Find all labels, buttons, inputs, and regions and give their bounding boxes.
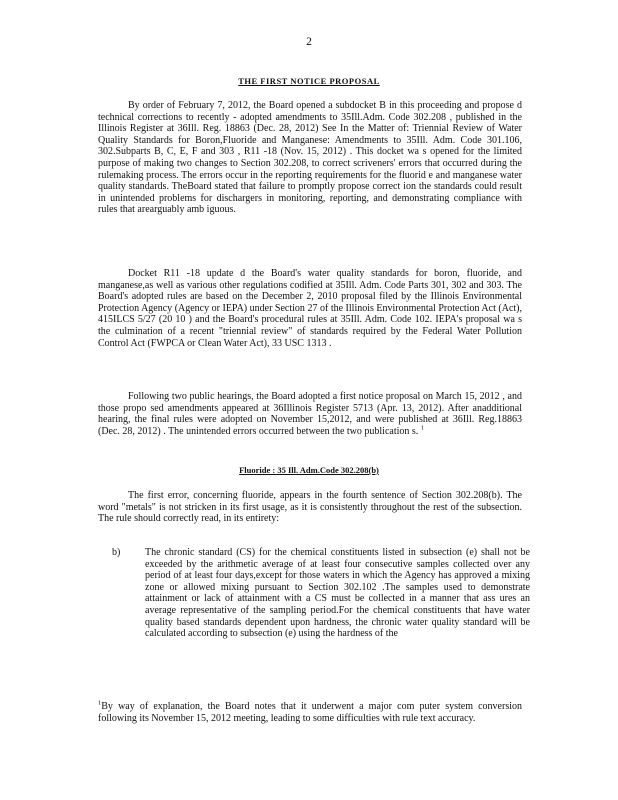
page-number: 2 [306, 36, 312, 48]
paragraph-3-text: Following two public hearings, the Board adopted a first notice proposal on March 15, 2012 , and those propo sed amendments appeared at 36Illinois Register 5713 (Apr. 13, 2012). After anadditional hearing, the final rules were adopted on November 15,2012, and were published at 36Ill. Reg.18863 (Dec. 28, 2012) . The unintended errors occurred between the two publication s. [98, 391, 522, 437]
paragraph-1: By order of February 7, 2012, the Board opened a subdocket B in this proceeding and propose d technical corrections to recently - adopted amendments to 35Ill.Adm. Code 302.208 , published in the Illinois Register at 36Ill. Reg. 18863 (Dec. 28, 2012) See In the Matter of: Triennial Review of Water Quality Standards for Boron,Fluoride and Manganese: Amendments to 35Ill. Adm. Code 301.106, 302.Subparts B, C, E, F and 303 , R11 -18 (Nov. 15, 2012) . This docket wa s opened for the limited purpose of making two changes to Section 302.208, to correct scriveners' errors that occurred during the rulemaking process. The errors occur in the reporting requirements for the fluorid e and manganese water quality standards. TheBoard stated that failure to promptly propose correct ion the standards could result in unintended problems for dischargers in monitoring, reporting, and demonstrating compliance with rules that arearguably amb iguous. [98, 100, 522, 216]
subheading-fluoride [0, 465, 618, 475]
section-title [0, 76, 618, 86]
section-title-text: THE FIRST NOTICE PROPOSAL [238, 76, 380, 86]
subheading-text: Fluoride : 35 Ill. Adm.Code 302.208(b) [239, 465, 379, 475]
rule-label: b) [112, 547, 121, 558]
footnote-marker: 1 [98, 699, 102, 707]
rule-text: The chronic standard (CS) for the chemical constituents listed in subsection (e) shall not be exceeded by the arithmetic average of at least four consecutive samples collected over any period of at least four days,except for those waters in which the Agency has approved a mixing zone or allowed mixing pursuant to Section 302.102 .The samples used to demonstrate attainment or lack of attainment with a CS must be collected in a manner that ass ures an average representative of the sampling period.For the chemical constituents that have water quality based standards dependent upon hardness, the chronic water quality standard will be calculated according to subsection (e) using the hardness of the [145, 547, 530, 640]
footnote-text: By way of explanation, the Board notes that it underwent a major com puter system conversion following its November 15, 2012 meeting, leading to some difficulties with rule text accuracy. [98, 701, 522, 724]
footnote [98, 701, 522, 724]
paragraph-3 [98, 391, 522, 437]
paragraph-2: Docket R11 -18 update d the Board's water quality standards for boron, fluoride, and manganese,as well as various other regulations codified at 35Ill. Adm. Code Parts 301, 302 and 303. The Board's adopted rules are based on the December 2, 2010 proposal filed by the Illinois Environmental Protection Agency (Agency or IEPA) under Section 27 of the Illinois Environmental Protection Act (Act), 415ILCS 5/27 (20 10 ) and the Board's procedural rules at 35Ill. Adm. Code 102. IEPA's proposal wa s the culmination of a recent "triennial review" of standards required by the Federal Water Pollution Control Act (FWPCA or Clean Water Act), 33 USC 1313 . [98, 268, 522, 349]
paragraph-4: The first error, concerning fluoride, appears in the fourth sentence of Section 302.208(b). The word "metals" is not stricken in its first usage, as it is consistently throughout the rest of the subsection. The rule should correctly read, in its entirety: [98, 490, 522, 525]
footnote-ref: 1 [420, 424, 425, 432]
